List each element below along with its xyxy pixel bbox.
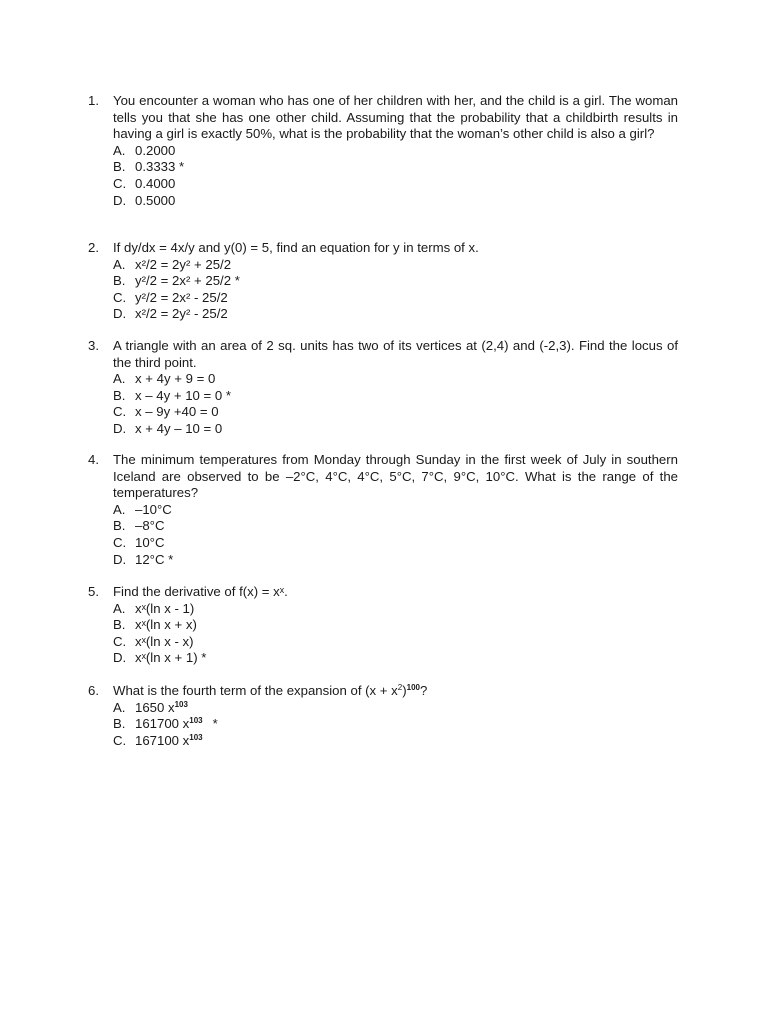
choice-b xyxy=(113,518,678,535)
choice-letter: C. xyxy=(113,534,127,550)
choice-c xyxy=(113,290,678,307)
choice-exponent: 103 xyxy=(174,699,188,709)
choice-letter: A. xyxy=(113,501,126,517)
question-text: You encounter a woman who has one of her children with her, and the child is a girl. The woman tells you that she has one other child. Assuming that the probability that a childbirth results in having a girl is exactly 50%, what is the probability that the woman’s other child is also a girl? xyxy=(113,93,678,142)
question-number: 6. xyxy=(88,683,99,698)
choice-text: –8°C xyxy=(135,518,165,534)
choice-text: 0.3333 * xyxy=(135,159,185,175)
question-text-middle: ) xyxy=(402,683,407,698)
outer-exponent: 100 xyxy=(406,683,420,692)
choice-letter: B. xyxy=(113,273,126,289)
choice-letter: A. xyxy=(113,371,126,387)
choice-text: y²/2 = 2x² + 25/2 * xyxy=(135,273,240,289)
choice-exponent: 103 xyxy=(189,716,203,726)
choice-a xyxy=(113,601,678,618)
choice-d xyxy=(113,306,678,323)
choice-text: –10°C xyxy=(135,501,172,517)
question-number: 2. xyxy=(88,240,99,255)
choice-b xyxy=(113,273,678,290)
choice-d xyxy=(113,193,678,210)
choice-text: y²/2 = 2x² - 25/2 xyxy=(135,289,228,305)
choice-text: xˣ(ln x - 1) xyxy=(135,600,195,616)
answer-mark: * xyxy=(212,716,218,732)
choice-letter: D. xyxy=(113,306,127,322)
choice-c xyxy=(113,404,678,421)
choice-a xyxy=(113,371,678,388)
choice-text xyxy=(135,733,203,750)
choice-list xyxy=(113,143,678,209)
choice-b xyxy=(113,617,678,634)
choice-letter: B. xyxy=(113,159,126,175)
choice-d xyxy=(113,552,678,569)
choice-letter: C. xyxy=(113,289,127,305)
question-5 xyxy=(88,584,678,667)
choice-letter: C. xyxy=(113,732,127,748)
choice-base: 161700 x xyxy=(135,716,190,732)
choice-text: 0.5000 xyxy=(135,192,176,208)
choice-a xyxy=(113,502,678,519)
choice-text: 0.2000 xyxy=(135,142,176,158)
choice-text: x²/2 = 2y² + 25/2 xyxy=(135,256,232,272)
choice-text: xˣ(ln x - x) xyxy=(135,633,194,649)
question-number: 5. xyxy=(88,584,99,599)
choice-text: xˣ(ln x + 1) * xyxy=(135,650,207,666)
choice-text: 0.4000 xyxy=(135,175,176,191)
choice-base: 167100 x xyxy=(135,732,190,748)
choice-letter: D. xyxy=(113,420,127,436)
question-text: A triangle with an area of 2 sq. units has two of its vertices at (2,4) and (-2,3). Find the locus of the third point. xyxy=(113,338,678,370)
choice-exponent: 103 xyxy=(189,732,203,742)
choice-letter: B. xyxy=(113,617,126,633)
choice-c xyxy=(113,176,678,193)
question-6 xyxy=(88,683,678,749)
choice-text: xˣ(ln x + x) xyxy=(135,617,197,633)
choice-letter: A. xyxy=(113,142,126,158)
choice-c xyxy=(113,535,678,552)
choice-a xyxy=(113,257,678,274)
choice-d xyxy=(113,650,678,667)
question-text-end: ? xyxy=(420,683,428,698)
choice-list xyxy=(113,371,678,437)
choice-text: 12°C * xyxy=(135,551,174,567)
question-number: 1. xyxy=(88,93,99,108)
choice-letter: C. xyxy=(113,175,127,191)
question-text: If dy/dx = 4x/y and y(0) = 5, find an equation for y in terms of x. xyxy=(113,240,479,255)
choice-text: x + 4y + 9 = 0 xyxy=(135,371,216,387)
question-1 xyxy=(88,93,678,209)
question-text: The minimum temperatures from Monday through Sunday in the first week of July in southern Iceland are observed to be –2°C, 4°C, 4°C, 5°C, 7°C, 9°C, 10°C. What is the range of the temperatures? xyxy=(113,452,678,501)
choice-text: x²/2 = 2y² - 25/2 xyxy=(135,306,228,322)
choice-list xyxy=(113,601,678,667)
choice-letter: A. xyxy=(113,699,126,715)
choice-a xyxy=(113,143,678,160)
choice-b xyxy=(113,388,678,405)
choice-list xyxy=(113,502,678,568)
choice-letter: D. xyxy=(113,192,127,208)
choice-text xyxy=(135,716,218,733)
choice-text: 10°C xyxy=(135,534,165,550)
question-text: Find the derivative of f(x) = xˣ. xyxy=(113,584,288,599)
choice-list xyxy=(113,257,678,323)
question-3 xyxy=(88,338,678,438)
question-2 xyxy=(88,240,678,323)
inner-exponent: 2 xyxy=(397,683,403,692)
choice-a xyxy=(113,700,678,717)
choice-c xyxy=(113,634,678,651)
choice-text: x + 4y – 10 = 0 xyxy=(135,420,223,436)
question-number: 4. xyxy=(88,452,99,467)
choice-letter: A. xyxy=(113,256,126,272)
choice-text xyxy=(135,700,188,717)
choice-c xyxy=(113,733,678,750)
choice-list xyxy=(113,700,678,750)
choice-b xyxy=(113,716,678,733)
choice-letter: B. xyxy=(113,387,126,403)
choice-letter: C. xyxy=(113,404,127,420)
question-4 xyxy=(88,452,678,568)
choice-letter: D. xyxy=(113,551,127,567)
question-number: 3. xyxy=(88,338,99,353)
choice-letter: D. xyxy=(113,650,127,666)
question-text-start: What is the fourth term of the expansion of (x + x xyxy=(113,683,398,698)
choice-text: x – 4y + 10 = 0 * xyxy=(135,387,232,403)
question-text xyxy=(113,683,678,700)
choice-text: x – 9y +40 = 0 xyxy=(135,404,219,420)
choice-letter: C. xyxy=(113,633,127,649)
choice-d xyxy=(113,421,678,438)
choice-letter: B. xyxy=(113,518,126,534)
choice-letter: B. xyxy=(113,716,126,732)
choice-letter: A. xyxy=(113,600,126,616)
choice-base: 1650 x xyxy=(135,699,175,715)
choice-b xyxy=(113,159,678,176)
